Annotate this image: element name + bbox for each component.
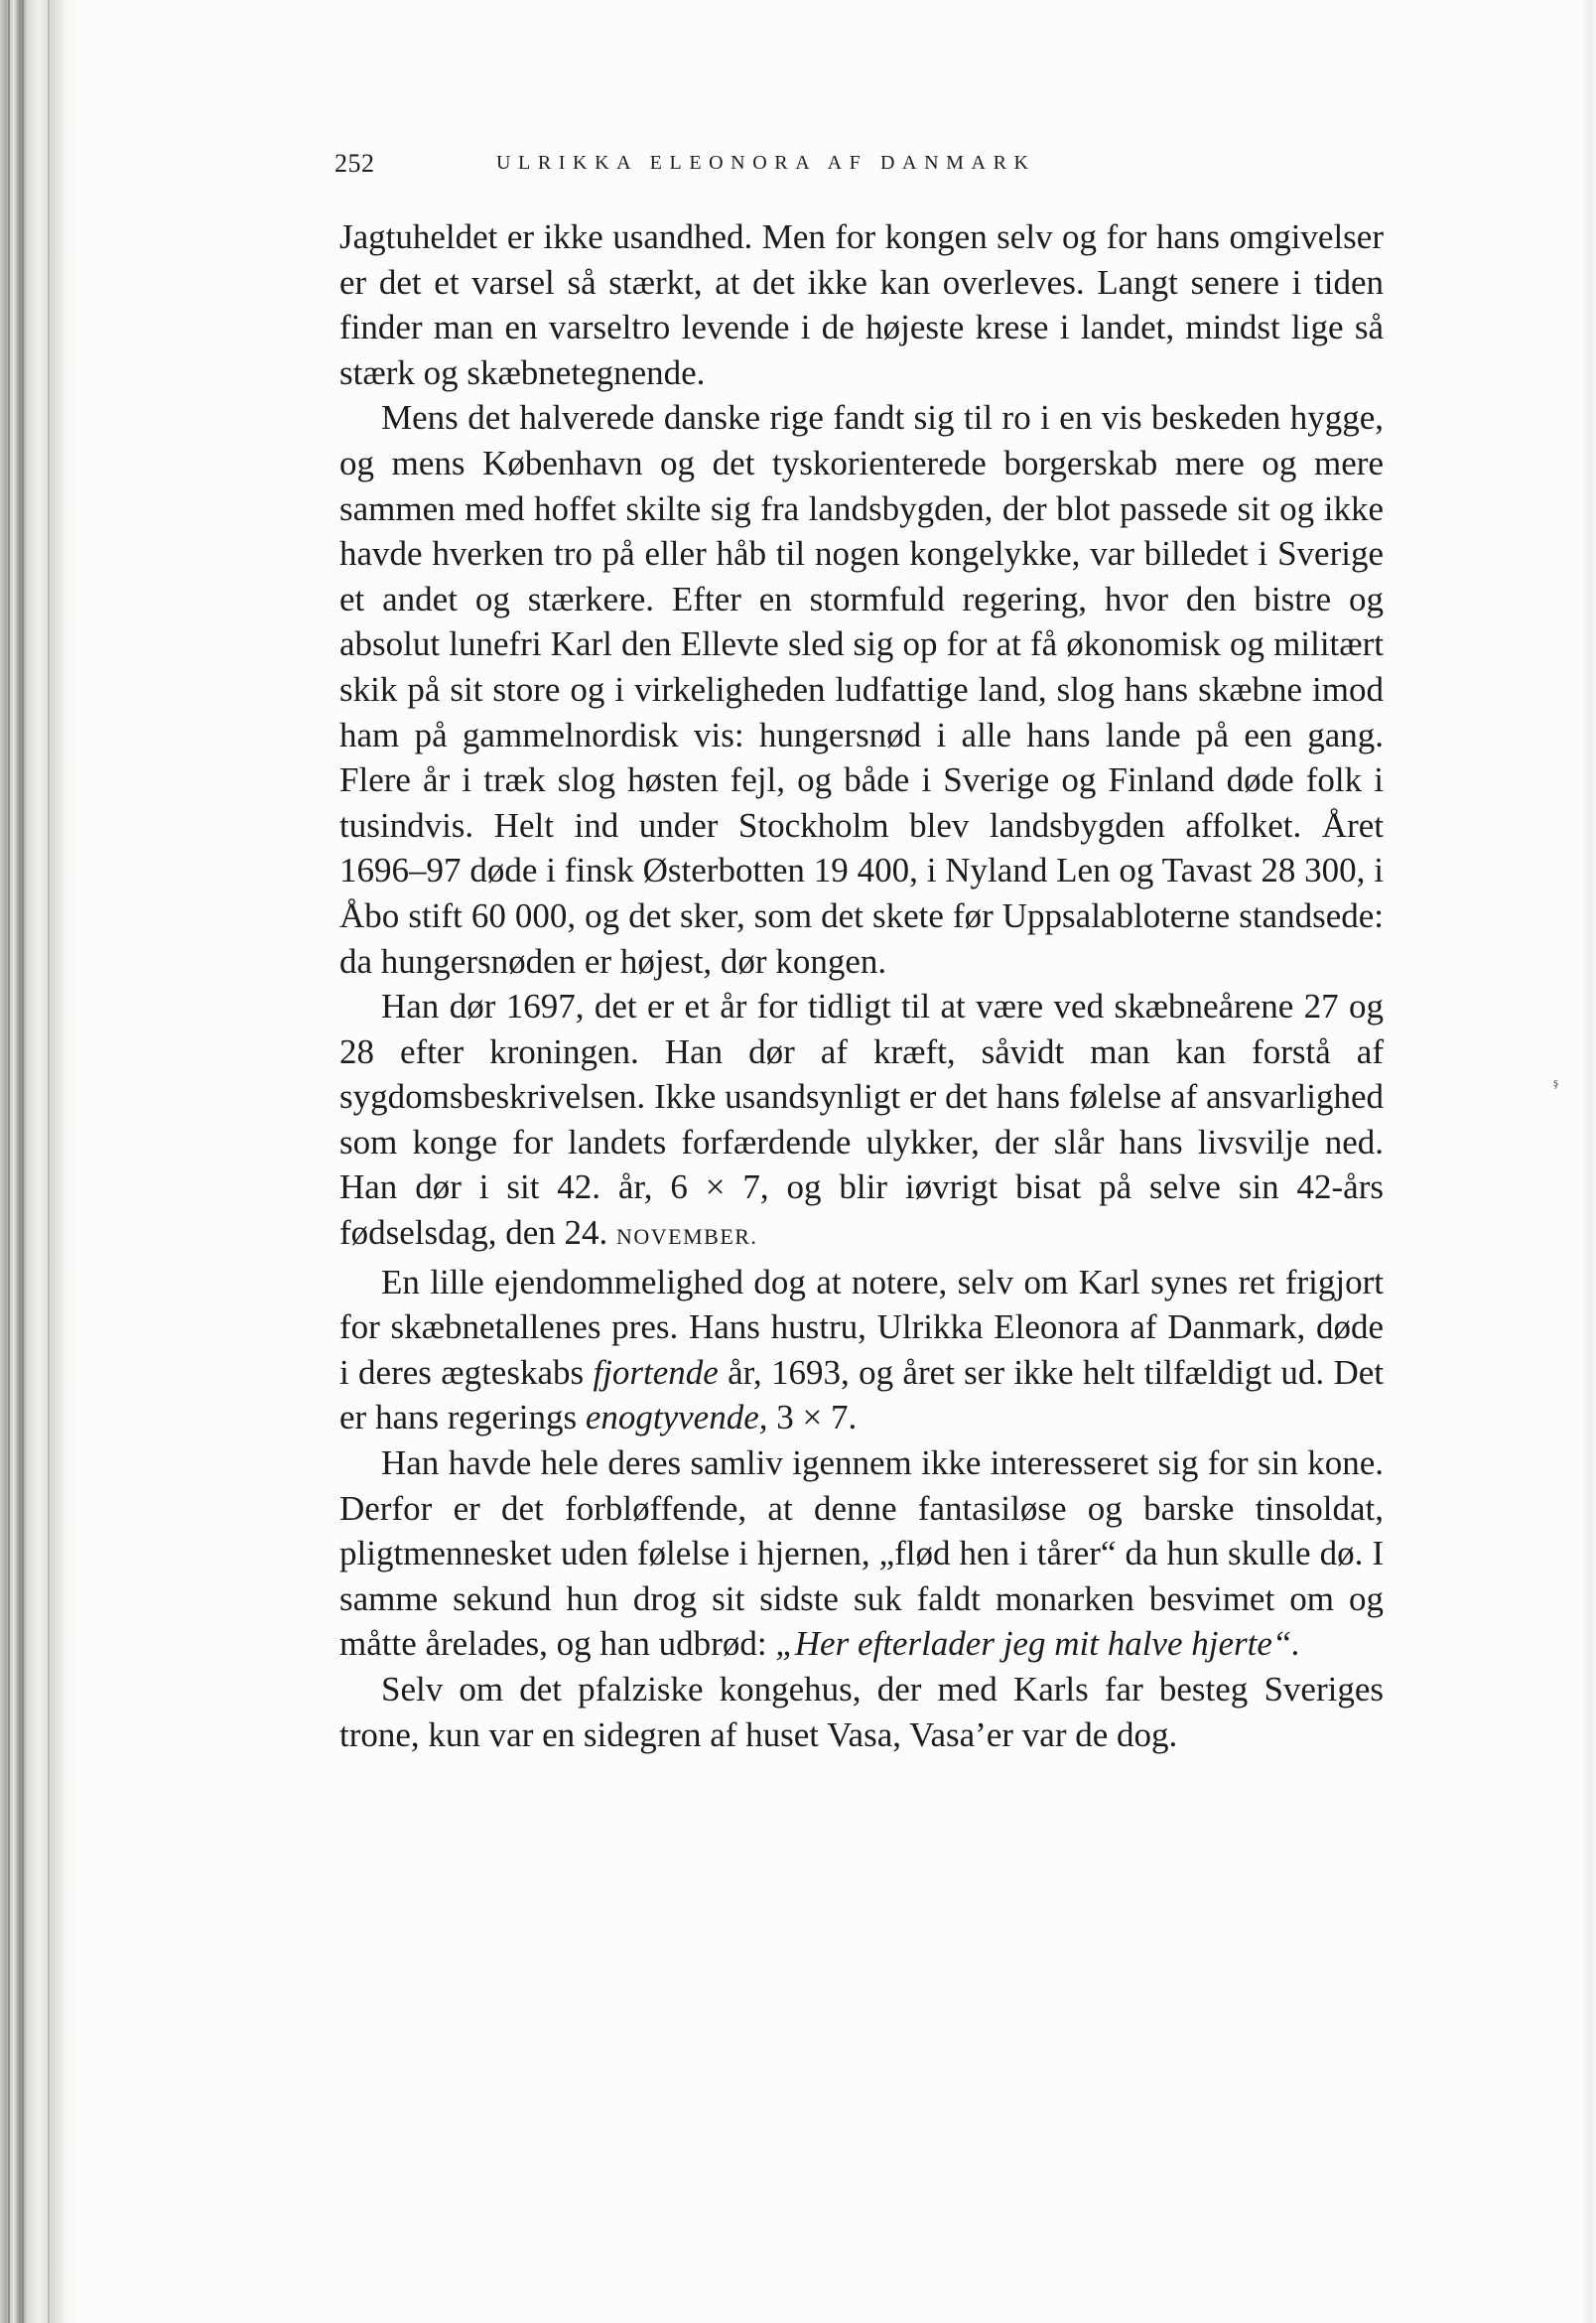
page-number: 252 <box>334 149 375 178</box>
paragraph-4-text-a: En lille ejendommelighed dog at notere, selv om Karl synes ret frigjort for skæbnetallenes pres. Hans hustru, Ulrikka Eleonora af Danmark, døde i deres ægteskabs <box>339 1262 1384 1392</box>
paragraph-5-text: Han havde hele deres samliv igennem ikke interesseret sig for sin kone. Derfor er det forbløffende, at denne fantasiløse og barske tinsoldat, pligtmennesket uden følelse i hjernen, „flød hen i tårer“ da hun skulle dø. I samme sekund hun drog sit sidste suk faldt monarken besvimet om og måtte årelades, og han udbrød: <box>339 1443 1384 1664</box>
paragraph-3-text: Han dør 1697, det er et år for tidligt til at være ved skæbneårene 27 og 28 efter kroningen. Han dør af kræft, såvidt man kan forstå af sygdomsbeskrivelsen. Ikke usandsynligt er det hans følelse af ansvarlighed som konge for landets forfærdende ulykker, der slår hans livsvilje ned. Han dør i sit 42. år, 6 × 7, og blir iøvrigt bisat på selve sin 42-års fødselsdag, den 24. <box>339 987 1384 1253</box>
gutter-edge-line <box>8 0 10 2323</box>
paragraph-2: Mens det halverede danske rige fandt sig til ro i en vis beskeden hygge, og mens København og det tyskorienterede borgerskab mere og mere sammen med hoffet skilte sig fra landsbygden, der blot passede sit og ikke havde hverken tro på eller håb til nogen kongelykke, var billedet i Sverige et andet og stærkere. Efter en stormfuld regering, hvor den bistre og absolut lunefri Karl den Ellevte sled sig op for at få økonomisk og militært skik på sit store og i virkeligheden ludfattige land, slog hans skæbne imod ham på gammelnordisk vis: hungersnød i alle hans lande på een gang. Flere år i træk slog høsten fejl, og både i Sverige og Finland døde folk i tusindvis. Helt ind under Stockholm blev landsbygden affolket. Året 1696–97 døde i finsk Østerbotten 19 400, i Nyland Len og Tavast 28 300, i Åbo stift 60 000, og det sker, som det skete før Uppsalabloterne standsede: da hungersnøden er højest, dør kongen. <box>339 398 1384 981</box>
gutter-edge-line <box>22 0 24 2323</box>
emphasis-fjortende: fjortende <box>593 1352 719 1392</box>
page-right-edge <box>1582 0 1596 2323</box>
emphasis-enogtyvende: enogtyvende, <box>585 1398 768 1437</box>
gutter-edge-line <box>48 0 50 2323</box>
paragraph-4-text-c: 3 × 7. <box>776 1398 858 1437</box>
margin-speck: ş <box>1553 1074 1559 1089</box>
running-title: ULRIKKA ELEONORA AF DANMARK <box>496 152 1036 174</box>
quote-halve-hjerte: „Her efterlader jeg mit halve hjerte“. <box>775 1624 1301 1664</box>
paragraph-1: Jagtuheldet er ikke usandhed. Men for kongen selv og for hans omgivelser er det et varsel så stærkt, at det ikke kan overleves. Langt senere i tiden finder man en varseltro levende i de højeste krese i landet, mindst lige så stærk og skæbnetegnende. <box>339 217 1384 392</box>
paragraph-4-text-b: år, 1693, og året ser ikke helt tilfældigt ud. Det er hans regerings <box>339 1352 1385 1437</box>
binding-gutter <box>0 0 81 2323</box>
paragraph-6: Selv om det pfalziske kongehus, der med Karls far besteg Sveriges trone, kun var en sidegren af huset Vasa, Vasa’er var de dog. <box>339 1670 1384 1754</box>
paragraph-4 <box>339 1260 1384 1440</box>
paragraph-5 <box>339 1440 1384 1667</box>
month-small-caps: NOVEMBER. <box>615 1224 758 1250</box>
running-head <box>334 149 1228 189</box>
paragraph-3 <box>339 984 1384 1260</box>
body-text <box>339 214 1384 1757</box>
